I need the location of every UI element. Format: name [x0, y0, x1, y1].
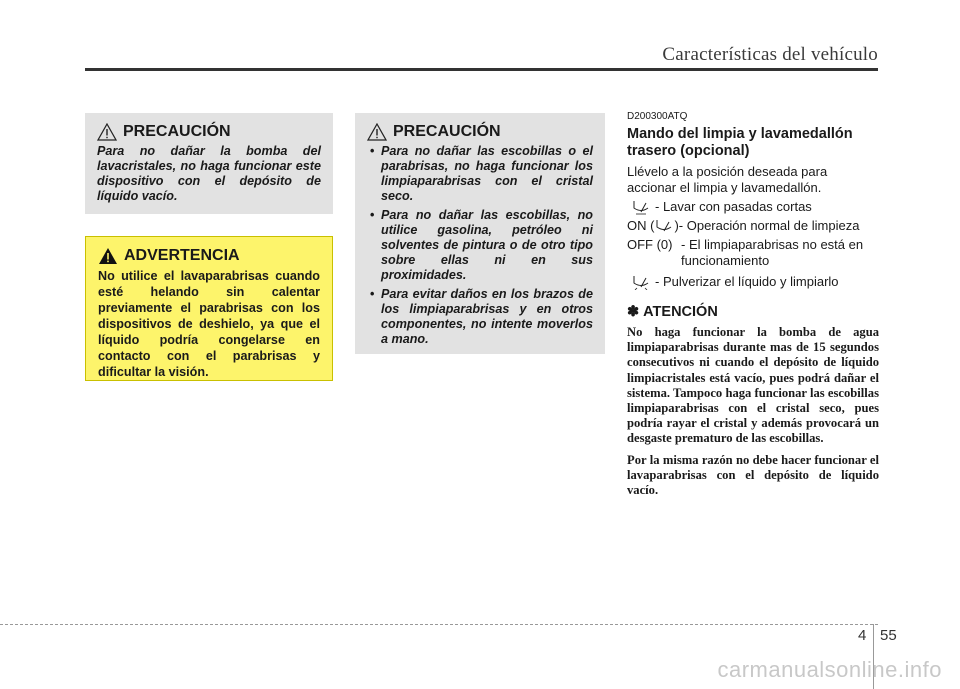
precaution-bullet-list [367, 144, 593, 347]
attention-paragraph-1: No haga funcionar la bomba de agua limpiaparabrisas durante mas de 15 segundos consecutivos ni cuando el depósito de líquido limpiacristales está vacío, pues podrá dañar el sistema. Tampoco haga funcionar las escobillas limpiaparabrisas con el cristal seco, pues podría rayar el cristal y además provocará un desgaste prematuro de las escobillas. [627, 325, 879, 446]
section-intro: Llévelo a la posición deseada para accionar el limpia y lavamedallón. [627, 164, 828, 195]
precaution-box-left [85, 113, 333, 214]
page-header-title: Características del vehículo [662, 44, 878, 65]
spray-text: - Pulverizar el líquido y limpiarlo [655, 274, 839, 289]
on-row [627, 218, 879, 234]
mist-text: - Lavar con pasadas cortas [655, 199, 812, 214]
warning-triangle-filled-icon [98, 247, 118, 265]
warning-box [85, 236, 333, 381]
mist-row [627, 199, 879, 215]
warning-text: No utilice el lavaparabrisas cuando esté helando sin calentar previamente el parabrisas con los dispositivos de deshielo, ya que el líquido podría congelarse en contacto con el parabrisas y dificultar la visión. [98, 269, 320, 379]
list-item: • Para no dañar las escobillas o el parabrisas, no haga funcionar los limpiaparabrisas con el cristal seco. [381, 144, 593, 204]
precaution-heading [97, 123, 321, 141]
warning-title: ADVERTENCIA [124, 247, 240, 264]
off-text: - El limpiaparabrisas no está en funcionamiento [681, 237, 864, 268]
wiper-on-icon [654, 218, 674, 234]
header-rule [85, 68, 878, 71]
wiper-mist-icon [631, 199, 651, 215]
section-code: D200300ATQ [627, 111, 688, 122]
section-title: Mando del limpia y lavamedallón trasero (opcional) [627, 126, 853, 159]
list-item: • Para no dañar las escobillas, no utilice gasolina, petróleo ni solventes de pintura o de otro tipo sobre ellas ni en sus proximidades. [381, 208, 593, 283]
attention-heading [627, 304, 879, 320]
footer-rule [0, 624, 878, 625]
asterisk-icon: ✽ [627, 304, 640, 320]
spray-row [627, 274, 879, 290]
watermark: carmanualsonline.info [717, 657, 942, 682]
precaution-heading [367, 123, 593, 141]
list-item: • Para evitar daños en los brazos de los limpiaparabrisas y en otros componentes, no intente moverlos a mano. [381, 287, 593, 347]
precaution-title: PRECAUCIÓN [123, 123, 231, 140]
warning-heading [98, 247, 320, 265]
page-number: 55 [880, 627, 897, 644]
attention-title: ATENCIÓN [643, 304, 718, 320]
precaution-title: PRECAUCIÓN [393, 123, 501, 140]
chapter-number: 4 [858, 627, 867, 644]
wiper-spray-icon [631, 274, 651, 290]
warning-triangle-outline-icon [97, 123, 117, 141]
warning-triangle-outline-icon [367, 123, 387, 141]
off-row [627, 237, 879, 269]
off-label: OFF (0) [627, 237, 673, 252]
precaution-box-middle [355, 113, 605, 354]
attention-paragraph-2: Por la misma razón no debe hacer funcionar el lavaparabrisas con el depósito de líquido vacío. [627, 452, 879, 498]
on-text: )- Operación normal de limpieza [674, 218, 860, 233]
precaution-text: Para no dañar la bomba del lavacristales, no haga funcionar este dispositivo con el depósito de líquido vacío. [97, 144, 321, 203]
on-prefix: ON ( [627, 218, 655, 233]
rear-wiper-section [627, 111, 879, 504]
